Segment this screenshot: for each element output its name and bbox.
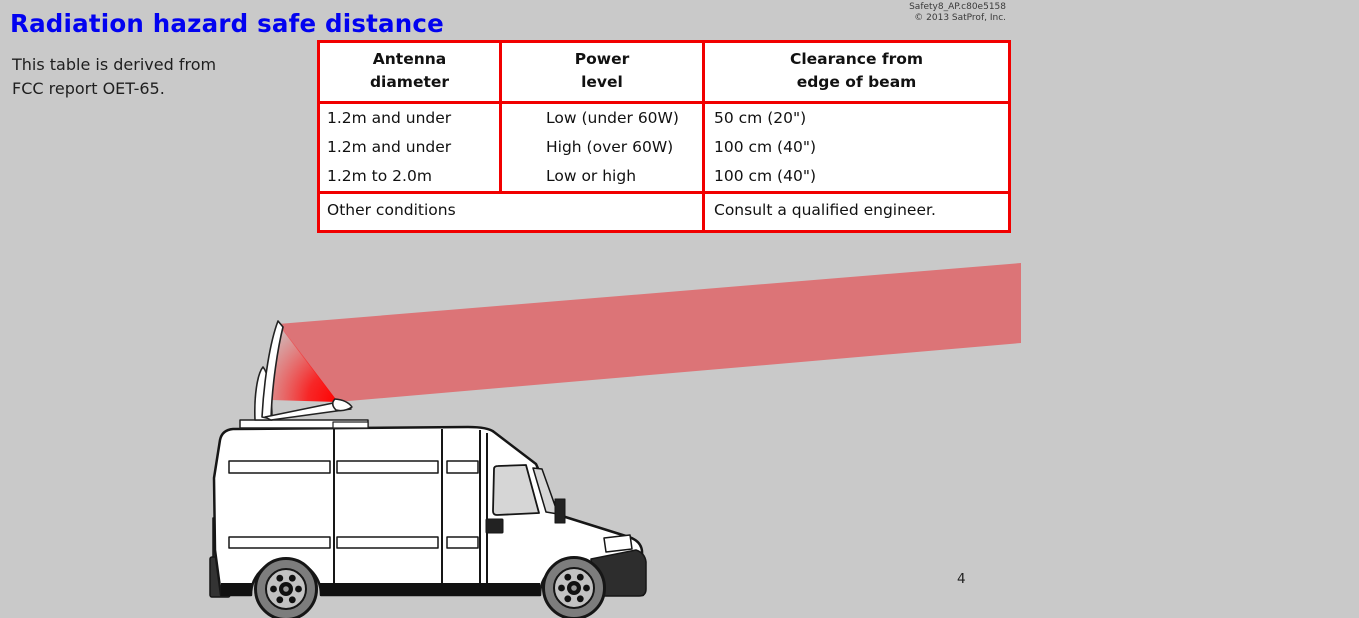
- col-clearance: [704, 103, 1010, 193]
- cell-consult-engineer: Consult a qualified engineer.: [704, 193, 1010, 232]
- door-handle: [486, 519, 503, 533]
- cell-clearance-3: 100 cm (40"): [714, 167, 817, 185]
- cell-clearance-1: 50 cm (20"): [714, 109, 807, 127]
- col-power-level: [501, 103, 704, 193]
- intro-text: [12, 53, 216, 100]
- headlight: [604, 535, 632, 552]
- cell-power-3: Low or high: [546, 167, 637, 185]
- cell-diameter-2: 1.2m and under: [327, 138, 452, 156]
- cell-power-2: High (over 60W): [546, 138, 674, 156]
- intro-line-2: FCC report OET-65.: [12, 78, 165, 98]
- cell-power-1: Low (under 60W): [546, 109, 679, 127]
- cell-diameter-3: 1.2m to 2.0m: [327, 167, 432, 185]
- van-wheel-rear: [256, 559, 317, 618]
- module-id: Safety8_AP.c80e5158: [909, 2, 1006, 12]
- cell-clearance-2: 100 cm (40"): [714, 138, 817, 156]
- news-van: [210, 427, 646, 618]
- cell-diameter-1: 1.2m and under: [327, 109, 452, 127]
- page-title: Radiation hazard safe distance: [10, 9, 444, 38]
- table-footer-row: [319, 193, 1010, 232]
- van-wheel-front: [544, 558, 605, 618]
- side-mirror: [555, 499, 565, 523]
- page-number: 4: [957, 571, 966, 587]
- header-clearance: Clearance from edge of beam: [704, 42, 1010, 103]
- header-power-level: Power level: [501, 42, 704, 103]
- safe-distance-table: [317, 40, 1011, 233]
- table-body-row: [319, 103, 1010, 193]
- table-header-row: [319, 42, 1010, 103]
- header-antenna-diameter: Antenna diameter: [319, 42, 501, 103]
- col-antenna-diameter: [319, 103, 501, 193]
- intro-line-1: This table is derived from: [12, 55, 217, 74]
- cell-other-conditions: Other conditions: [319, 193, 704, 232]
- slide-meta: [909, 2, 1006, 24]
- radiation-beam: [278, 263, 1021, 402]
- copyright: © 2013 SatProf, Inc.: [914, 13, 1006, 23]
